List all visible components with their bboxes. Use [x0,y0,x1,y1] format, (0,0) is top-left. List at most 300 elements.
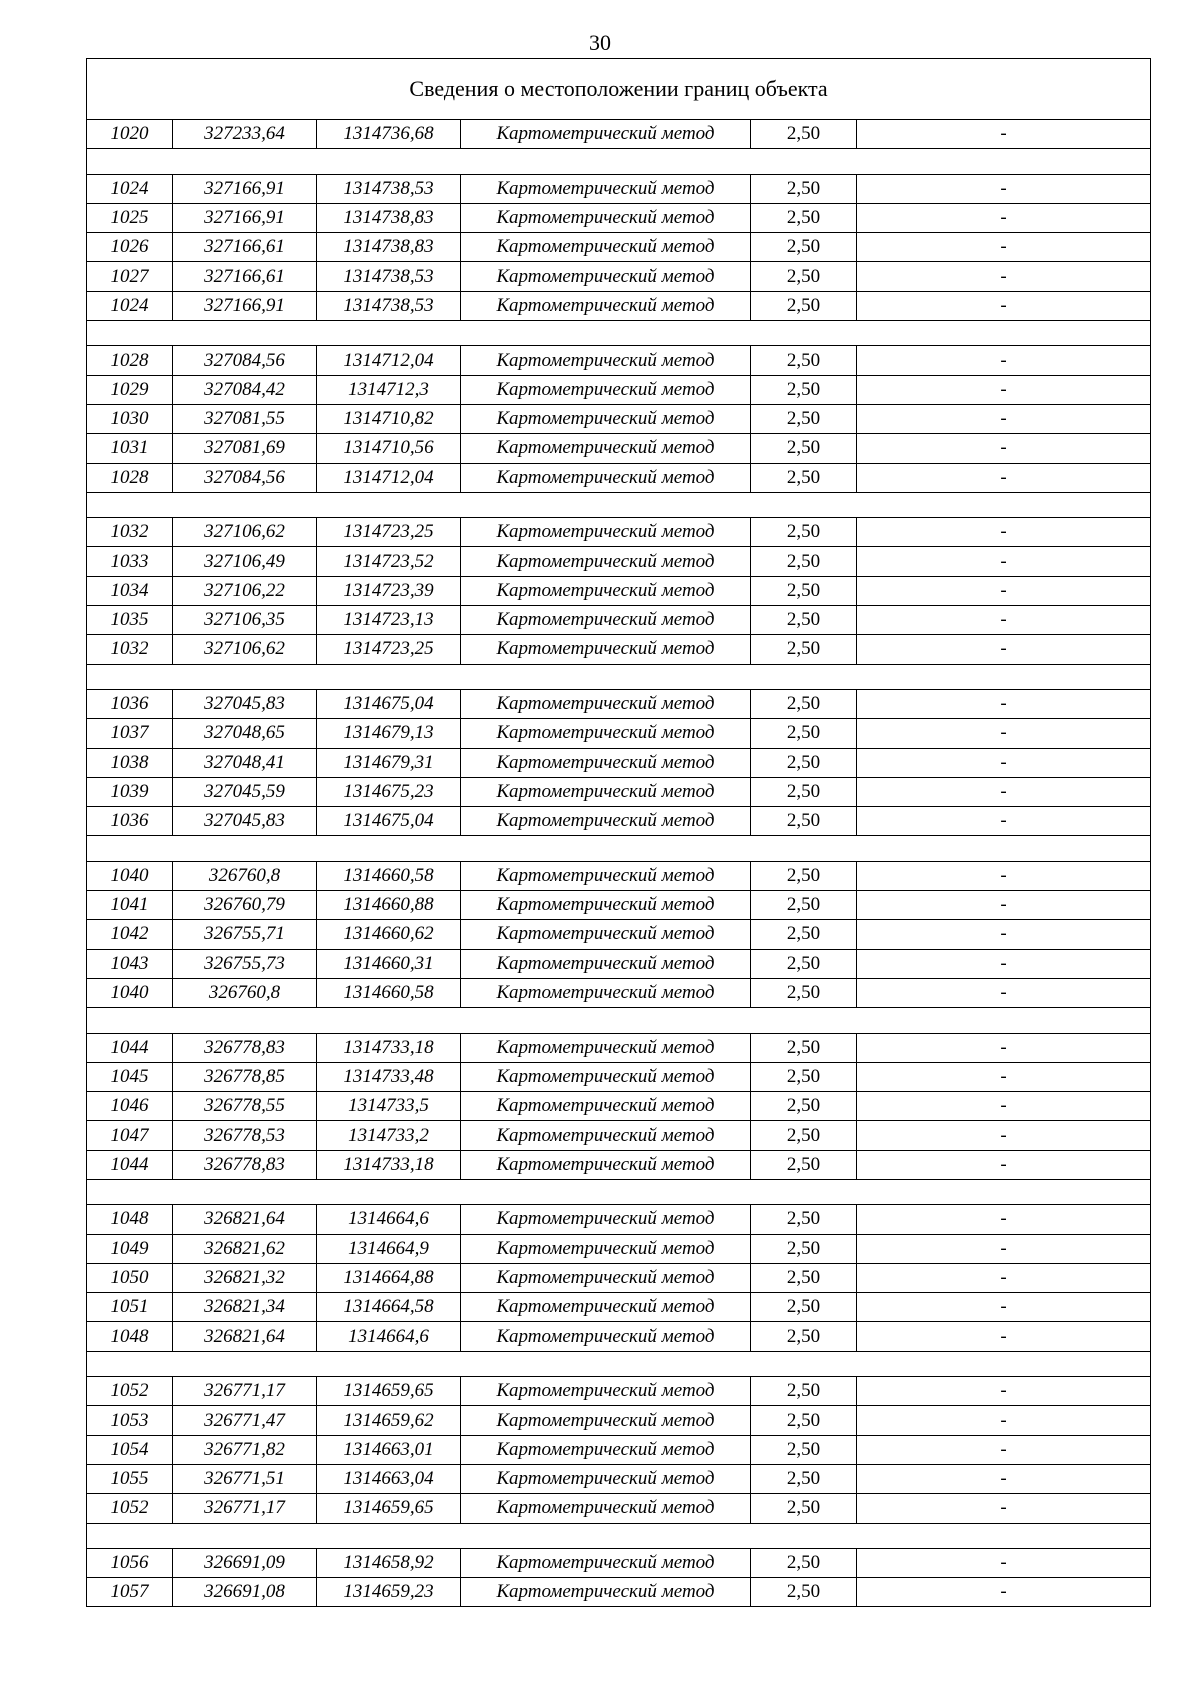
group-separator-row [87,149,1151,174]
note-cell: - [857,920,1151,949]
table-row [87,920,1151,949]
accuracy-cell: 2,50 [751,949,857,978]
method-cell: Картометрический метод [461,1234,751,1263]
method-cell: Картометрический метод [461,375,751,404]
y-coordinate-cell: 1314659,62 [317,1406,461,1435]
accuracy-cell: 2,50 [751,1464,857,1493]
table-row [87,1435,1151,1464]
method-cell: Картометрический метод [461,233,751,262]
note-cell: - [857,861,1151,890]
point-number-cell: 1040 [87,861,173,890]
x-coordinate-cell: 327045,83 [173,807,317,836]
note-cell: - [857,346,1151,375]
point-number-cell: 1044 [87,1150,173,1179]
point-number-cell: 1048 [87,1322,173,1351]
method-cell: Картометрический метод [461,978,751,1007]
method-cell: Картометрический метод [461,861,751,890]
note-cell: - [857,203,1151,232]
method-cell: Картометрический метод [461,635,751,664]
point-number-cell: 1025 [87,203,173,232]
point-number-cell: 1036 [87,689,173,718]
accuracy-cell: 2,50 [751,518,857,547]
x-coordinate-cell: 327045,83 [173,689,317,718]
table-row [87,434,1151,463]
y-coordinate-cell: 1314723,25 [317,518,461,547]
x-coordinate-cell: 327048,65 [173,719,317,748]
table-row [87,174,1151,203]
table-row [87,891,1151,920]
point-number-cell: 1049 [87,1234,173,1263]
method-cell: Картометрический метод [461,606,751,635]
note-cell: - [857,1033,1151,1062]
y-coordinate-cell: 1314712,04 [317,463,461,492]
table-row [87,1377,1151,1406]
x-coordinate-cell: 327166,61 [173,233,317,262]
x-coordinate-cell: 326771,17 [173,1377,317,1406]
group-separator-cell [87,664,1151,689]
point-number-cell: 1056 [87,1548,173,1577]
table-row [87,1464,1151,1493]
y-coordinate-cell: 1314675,04 [317,807,461,836]
x-coordinate-cell: 327081,69 [173,434,317,463]
x-coordinate-cell: 326778,53 [173,1121,317,1150]
note-cell: - [857,1205,1151,1234]
y-coordinate-cell: 1314658,92 [317,1548,461,1577]
y-coordinate-cell: 1314710,56 [317,434,461,463]
table-row [87,1578,1151,1607]
accuracy-cell: 2,50 [751,861,857,890]
accuracy-cell: 2,50 [751,1548,857,1577]
accuracy-cell: 2,50 [751,1578,857,1607]
note-cell: - [857,1322,1151,1351]
accuracy-cell: 2,50 [751,1263,857,1292]
accuracy-cell: 2,50 [751,262,857,291]
y-coordinate-cell: 1314712,3 [317,375,461,404]
note-cell: - [857,291,1151,320]
accuracy-cell: 2,50 [751,1377,857,1406]
y-coordinate-cell: 1314660,62 [317,920,461,949]
method-cell: Картометрический метод [461,777,751,806]
x-coordinate-cell: 326821,34 [173,1293,317,1322]
y-coordinate-cell: 1314675,23 [317,777,461,806]
note-cell: - [857,1150,1151,1179]
x-coordinate-cell: 326760,79 [173,891,317,920]
x-coordinate-cell: 327106,49 [173,547,317,576]
y-coordinate-cell: 1314660,58 [317,978,461,1007]
accuracy-cell: 2,50 [751,291,857,320]
x-coordinate-cell: 327045,59 [173,777,317,806]
note-cell: - [857,1548,1151,1577]
table-row [87,1121,1151,1150]
x-coordinate-cell: 327048,41 [173,748,317,777]
point-number-cell: 1035 [87,606,173,635]
y-coordinate-cell: 1314660,58 [317,861,461,890]
group-separator-cell [87,149,1151,174]
y-coordinate-cell: 1314679,31 [317,748,461,777]
note-cell: - [857,1062,1151,1091]
table-row [87,518,1151,547]
point-number-cell: 1042 [87,920,173,949]
method-cell: Картометрический метод [461,689,751,718]
group-separator-cell [87,492,1151,517]
x-coordinate-cell: 327106,35 [173,606,317,635]
accuracy-cell: 2,50 [751,547,857,576]
method-cell: Картометрический метод [461,1464,751,1493]
point-number-cell: 1032 [87,518,173,547]
accuracy-cell: 2,50 [751,1121,857,1150]
group-separator-cell [87,321,1151,346]
point-number-cell: 1046 [87,1092,173,1121]
method-cell: Картометрический метод [461,920,751,949]
note-cell: - [857,1494,1151,1523]
method-cell: Картометрический метод [461,891,751,920]
method-cell: Картометрический метод [461,719,751,748]
y-coordinate-cell: 1314736,68 [317,120,461,149]
x-coordinate-cell: 326760,8 [173,861,317,890]
method-cell: Картометрический метод [461,1033,751,1062]
y-coordinate-cell: 1314733,48 [317,1062,461,1091]
x-coordinate-cell: 326821,62 [173,1234,317,1263]
table-row [87,120,1151,149]
group-separator-cell [87,1179,1151,1204]
note-cell: - [857,1234,1151,1263]
method-cell: Картометрический метод [461,262,751,291]
point-number-cell: 1026 [87,233,173,262]
y-coordinate-cell: 1314710,82 [317,404,461,433]
accuracy-cell: 2,50 [751,1033,857,1062]
y-coordinate-cell: 1314712,04 [317,346,461,375]
table-row [87,203,1151,232]
table-row [87,1205,1151,1234]
note-cell: - [857,463,1151,492]
point-number-cell: 1053 [87,1406,173,1435]
note-cell: - [857,120,1151,149]
accuracy-cell: 2,50 [751,1435,857,1464]
y-coordinate-cell: 1314675,04 [317,689,461,718]
note-cell: - [857,375,1151,404]
accuracy-cell: 2,50 [751,1234,857,1263]
table-row [87,1062,1151,1091]
method-cell: Картометрический метод [461,434,751,463]
point-number-cell: 1050 [87,1263,173,1292]
table-row [87,1548,1151,1577]
accuracy-cell: 2,50 [751,576,857,605]
y-coordinate-cell: 1314663,01 [317,1435,461,1464]
point-number-cell: 1039 [87,777,173,806]
accuracy-cell: 2,50 [751,777,857,806]
method-cell: Картометрический метод [461,174,751,203]
y-coordinate-cell: 1314664,9 [317,1234,461,1263]
method-cell: Картометрический метод [461,203,751,232]
method-cell: Картометрический метод [461,1293,751,1322]
accuracy-cell: 2,50 [751,1092,857,1121]
x-coordinate-cell: 327166,91 [173,174,317,203]
point-number-cell: 1036 [87,807,173,836]
note-cell: - [857,1406,1151,1435]
accuracy-cell: 2,50 [751,434,857,463]
method-cell: Картометрический метод [461,120,751,149]
table-row [87,1092,1151,1121]
y-coordinate-cell: 1314723,39 [317,576,461,605]
table-row [87,635,1151,664]
x-coordinate-cell: 327084,56 [173,463,317,492]
table-row [87,233,1151,262]
group-separator-row [87,321,1151,346]
y-coordinate-cell: 1314659,65 [317,1494,461,1523]
y-coordinate-cell: 1314723,52 [317,547,461,576]
accuracy-cell: 2,50 [751,1150,857,1179]
method-cell: Картометрический метод [461,1150,751,1179]
note-cell: - [857,719,1151,748]
point-number-cell: 1051 [87,1293,173,1322]
x-coordinate-cell: 326778,83 [173,1033,317,1062]
x-coordinate-cell: 327081,55 [173,404,317,433]
method-cell: Картометрический метод [461,1548,751,1577]
table-row [87,949,1151,978]
x-coordinate-cell: 326760,8 [173,978,317,1007]
point-number-cell: 1052 [87,1377,173,1406]
method-cell: Картометрический метод [461,291,751,320]
y-coordinate-cell: 1314738,53 [317,262,461,291]
accuracy-cell: 2,50 [751,174,857,203]
note-cell: - [857,434,1151,463]
y-coordinate-cell: 1314733,18 [317,1150,461,1179]
accuracy-cell: 2,50 [751,807,857,836]
table-row [87,978,1151,1007]
accuracy-cell: 2,50 [751,920,857,949]
point-number-cell: 1041 [87,891,173,920]
x-coordinate-cell: 327106,62 [173,518,317,547]
accuracy-cell: 2,50 [751,748,857,777]
point-number-cell: 1040 [87,978,173,1007]
point-number-cell: 1028 [87,463,173,492]
method-cell: Картометрический метод [461,1121,751,1150]
group-separator-row [87,492,1151,517]
method-cell: Картометрический метод [461,1263,751,1292]
x-coordinate-cell: 327233,64 [173,120,317,149]
y-coordinate-cell: 1314664,6 [317,1205,461,1234]
method-cell: Картометрический метод [461,1377,751,1406]
accuracy-cell: 2,50 [751,233,857,262]
note-cell: - [857,233,1151,262]
method-cell: Картометрический метод [461,404,751,433]
method-cell: Картометрический метод [461,463,751,492]
note-cell: - [857,404,1151,433]
method-cell: Картометрический метод [461,576,751,605]
point-number-cell: 1030 [87,404,173,433]
accuracy-cell: 2,50 [751,1406,857,1435]
table-title: Сведения о местоположении границ объекта [87,59,1151,120]
note-cell: - [857,262,1151,291]
table-row [87,748,1151,777]
accuracy-cell: 2,50 [751,346,857,375]
note-cell: - [857,518,1151,547]
point-number-cell: 1048 [87,1205,173,1234]
x-coordinate-cell: 327166,91 [173,203,317,232]
table-body [87,59,1151,1607]
table-row [87,576,1151,605]
point-number-cell: 1045 [87,1062,173,1091]
note-cell: - [857,1263,1151,1292]
note-cell: - [857,1435,1151,1464]
y-coordinate-cell: 1314733,18 [317,1033,461,1062]
group-separator-cell [87,1351,1151,1376]
point-number-cell: 1020 [87,120,173,149]
accuracy-cell: 2,50 [751,1293,857,1322]
y-coordinate-cell: 1314663,04 [317,1464,461,1493]
table-row [87,777,1151,806]
y-coordinate-cell: 1314738,83 [317,203,461,232]
y-coordinate-cell: 1314738,83 [317,233,461,262]
method-cell: Картометрический метод [461,748,751,777]
x-coordinate-cell: 326778,83 [173,1150,317,1179]
x-coordinate-cell: 327106,62 [173,635,317,664]
table-row [87,262,1151,291]
x-coordinate-cell: 326771,51 [173,1464,317,1493]
boundary-table [86,58,1151,1607]
x-coordinate-cell: 327166,61 [173,262,317,291]
point-number-cell: 1024 [87,174,173,203]
y-coordinate-cell: 1314660,88 [317,891,461,920]
accuracy-cell: 2,50 [751,1205,857,1234]
y-coordinate-cell: 1314723,13 [317,606,461,635]
point-number-cell: 1043 [87,949,173,978]
point-number-cell: 1034 [87,576,173,605]
note-cell: - [857,807,1151,836]
y-coordinate-cell: 1314664,58 [317,1293,461,1322]
note-cell: - [857,748,1151,777]
y-coordinate-cell: 1314660,31 [317,949,461,978]
group-separator-row [87,1008,1151,1033]
table-row [87,1322,1151,1351]
x-coordinate-cell: 327166,91 [173,291,317,320]
table-row [87,689,1151,718]
method-cell: Картометрический метод [461,1406,751,1435]
point-number-cell: 1047 [87,1121,173,1150]
table-row [87,1293,1151,1322]
y-coordinate-cell: 1314664,88 [317,1263,461,1292]
table-row [87,719,1151,748]
point-number-cell: 1028 [87,346,173,375]
table-row [87,1406,1151,1435]
group-separator-cell [87,1523,1151,1548]
point-number-cell: 1055 [87,1464,173,1493]
table-row [87,606,1151,635]
table-row [87,1263,1151,1292]
point-number-cell: 1057 [87,1578,173,1607]
x-coordinate-cell: 326771,17 [173,1494,317,1523]
group-separator-row [87,1523,1151,1548]
method-cell: Картометрический метод [461,1205,751,1234]
group-separator-row [87,836,1151,861]
note-cell: - [857,689,1151,718]
method-cell: Картометрический метод [461,1092,751,1121]
point-number-cell: 1027 [87,262,173,291]
group-separator-cell [87,1008,1151,1033]
note-cell: - [857,576,1151,605]
y-coordinate-cell: 1314733,5 [317,1092,461,1121]
x-coordinate-cell: 326771,82 [173,1435,317,1464]
x-coordinate-cell: 326691,09 [173,1548,317,1577]
table-row [87,1234,1151,1263]
x-coordinate-cell: 326821,64 [173,1205,317,1234]
table-row [87,1494,1151,1523]
note-cell: - [857,1578,1151,1607]
point-number-cell: 1031 [87,434,173,463]
table-title-row [87,59,1151,120]
note-cell: - [857,606,1151,635]
accuracy-cell: 2,50 [751,635,857,664]
method-cell: Картометрический метод [461,807,751,836]
point-number-cell: 1044 [87,1033,173,1062]
y-coordinate-cell: 1314679,13 [317,719,461,748]
accuracy-cell: 2,50 [751,1062,857,1091]
note-cell: - [857,1092,1151,1121]
y-coordinate-cell: 1314723,25 [317,635,461,664]
accuracy-cell: 2,50 [751,978,857,1007]
method-cell: Картометрический метод [461,1322,751,1351]
x-coordinate-cell: 326821,64 [173,1322,317,1351]
table-row [87,807,1151,836]
point-number-cell: 1052 [87,1494,173,1523]
group-separator-row [87,1179,1151,1204]
point-number-cell: 1033 [87,547,173,576]
accuracy-cell: 2,50 [751,120,857,149]
note-cell: - [857,1377,1151,1406]
table-row [87,375,1151,404]
note-cell: - [857,1121,1151,1150]
method-cell: Картометрический метод [461,1062,751,1091]
method-cell: Картометрический метод [461,1578,751,1607]
method-cell: Картометрический метод [461,1494,751,1523]
group-separator-row [87,664,1151,689]
y-coordinate-cell: 1314738,53 [317,174,461,203]
note-cell: - [857,891,1151,920]
x-coordinate-cell: 326778,55 [173,1092,317,1121]
accuracy-cell: 2,50 [751,375,857,404]
x-coordinate-cell: 327084,42 [173,375,317,404]
accuracy-cell: 2,50 [751,203,857,232]
y-coordinate-cell: 1314733,2 [317,1121,461,1150]
accuracy-cell: 2,50 [751,463,857,492]
table-row [87,463,1151,492]
x-coordinate-cell: 326691,08 [173,1578,317,1607]
point-number-cell: 1038 [87,748,173,777]
note-cell: - [857,949,1151,978]
point-number-cell: 1054 [87,1435,173,1464]
note-cell: - [857,978,1151,1007]
table-row [87,861,1151,890]
y-coordinate-cell: 1314659,23 [317,1578,461,1607]
point-number-cell: 1037 [87,719,173,748]
x-coordinate-cell: 326821,32 [173,1263,317,1292]
note-cell: - [857,547,1151,576]
point-number-cell: 1032 [87,635,173,664]
accuracy-cell: 2,50 [751,606,857,635]
group-separator-row [87,1351,1151,1376]
point-number-cell: 1024 [87,291,173,320]
method-cell: Картометрический метод [461,949,751,978]
x-coordinate-cell: 327106,22 [173,576,317,605]
group-separator-cell [87,836,1151,861]
table-row [87,1033,1151,1062]
table-row [87,346,1151,375]
note-cell: - [857,777,1151,806]
accuracy-cell: 2,50 [751,891,857,920]
table-row [87,404,1151,433]
x-coordinate-cell: 326755,73 [173,949,317,978]
x-coordinate-cell: 326771,47 [173,1406,317,1435]
